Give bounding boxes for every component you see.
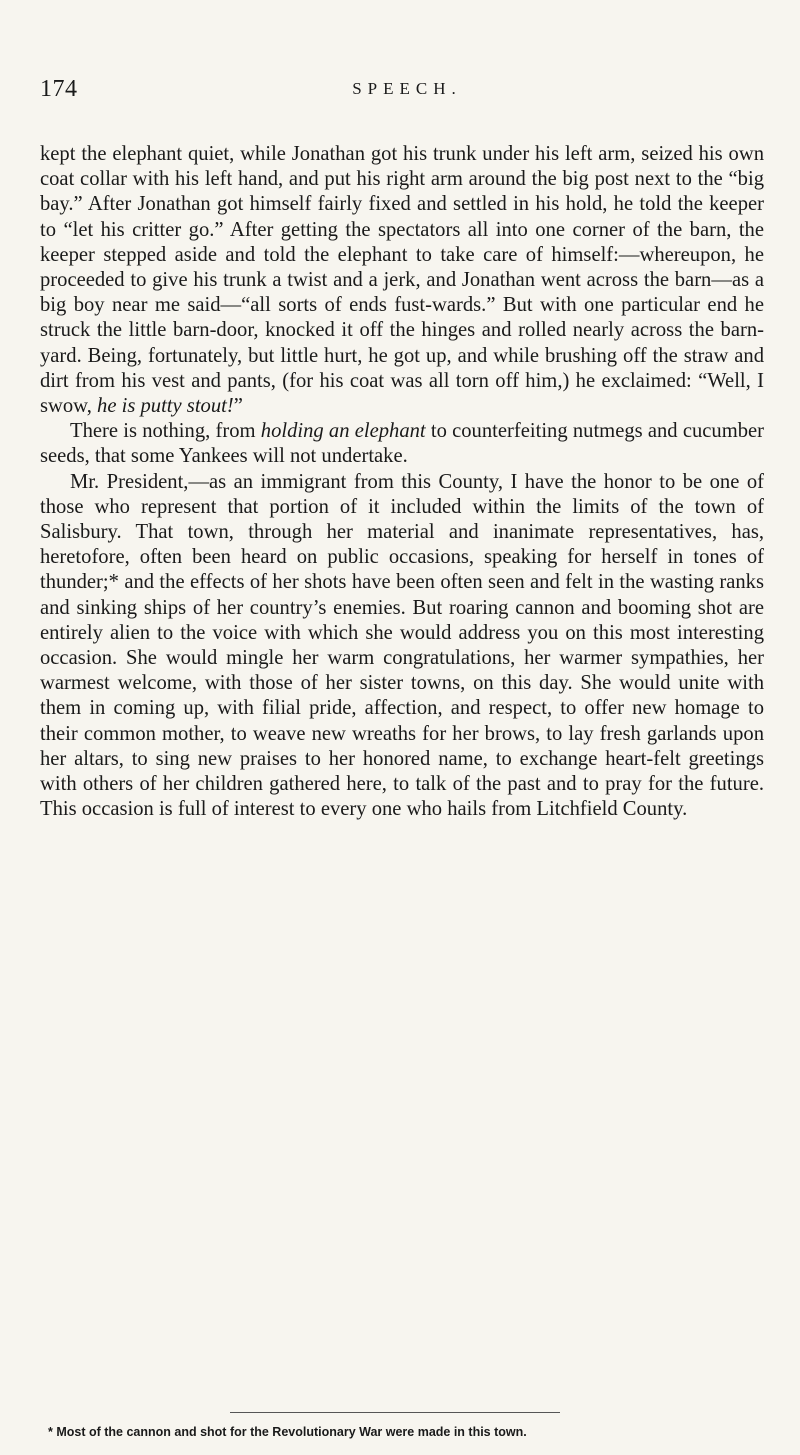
italic-phrase: holding an elephant <box>260 420 426 443</box>
text-segment: There is nothing, from <box>70 420 261 443</box>
paragraph-3 <box>40 470 764 823</box>
text-segment: ” <box>233 395 243 418</box>
paragraph-2 <box>40 419 764 469</box>
text-segment: kept the elephant quiet, while Jonathan got his trunk under his left arm, seized his own coat collar with his left hand, and put his right arm around the big post next to the “big bay.” After Jonathan got himself fairly fixed and settled in his hold, he told the keeper to “let his critter go.” After getting the spectators all into one corner of the barn, the keeper stepped aside and told the elephant to take care of himself:—whereupon, he proceeded to give his trunk a twist and a jerk, and Jonathan went across the barn—as a big boy near me said—“all sorts of ends fust-wards.” But with one particular end he struck the little barn-door, knocked it off the hinges and rolled nearly across the barn-yard. Being, fortunately, but little hurt, he got up, and while brushing off the straw and dirt from his vest and pants, (for his coat was all torn off him,) he exclaimed: “Well, I swow, <box>40 143 764 418</box>
body-text <box>40 142 764 822</box>
paragraph-1 <box>40 142 764 419</box>
footnote: * Most of the cannon and shot for the Revolutionary War were made in this town. <box>48 1425 527 1439</box>
italic-phrase: he is putty stout! <box>97 395 234 418</box>
footnote-rule <box>230 1412 560 1413</box>
page-header <box>40 74 766 104</box>
running-head: SPEECH. <box>352 79 462 98</box>
text-segment: to counterfeiting nutmegs and cucumber seeds, that some Yankees will not undertake. <box>40 420 765 468</box>
page-number: 174 <box>40 76 78 102</box>
book-page <box>40 0 766 1455</box>
text-segment: Mr. President,—as an immigrant from this County, I have the honor to be one of those who represent that portion of it included within the limits of the town of Salisbury. That town, through her material and inanimate representatives, has, heretofore, often been heard on public occasions, speaking for herself in tones of thunder;* and the effects of her shots have been often seen and felt in the wasting ranks and sinking ships of her country’s enemies. But roaring cannon and booming shot are entirely alien to the voice with which she would address you on this most interesting occasion. She would mingle her warm congratulations, her warmer sympathies, her warmest welcome, with those of her sister towns, on this day. She would unite with them in coming up, with filial pride, affection, and respect, to offer new homage to their common mother, to weave new wreaths for her brows, to lay fresh garlands upon her altars, to sing new praises to her honored name, to exchange heart-felt greetings with others of her children gathered here, to talk of the past and to pray for the future. This occasion is full of interest to every one who hails from Litchfield County. <box>40 470 764 821</box>
